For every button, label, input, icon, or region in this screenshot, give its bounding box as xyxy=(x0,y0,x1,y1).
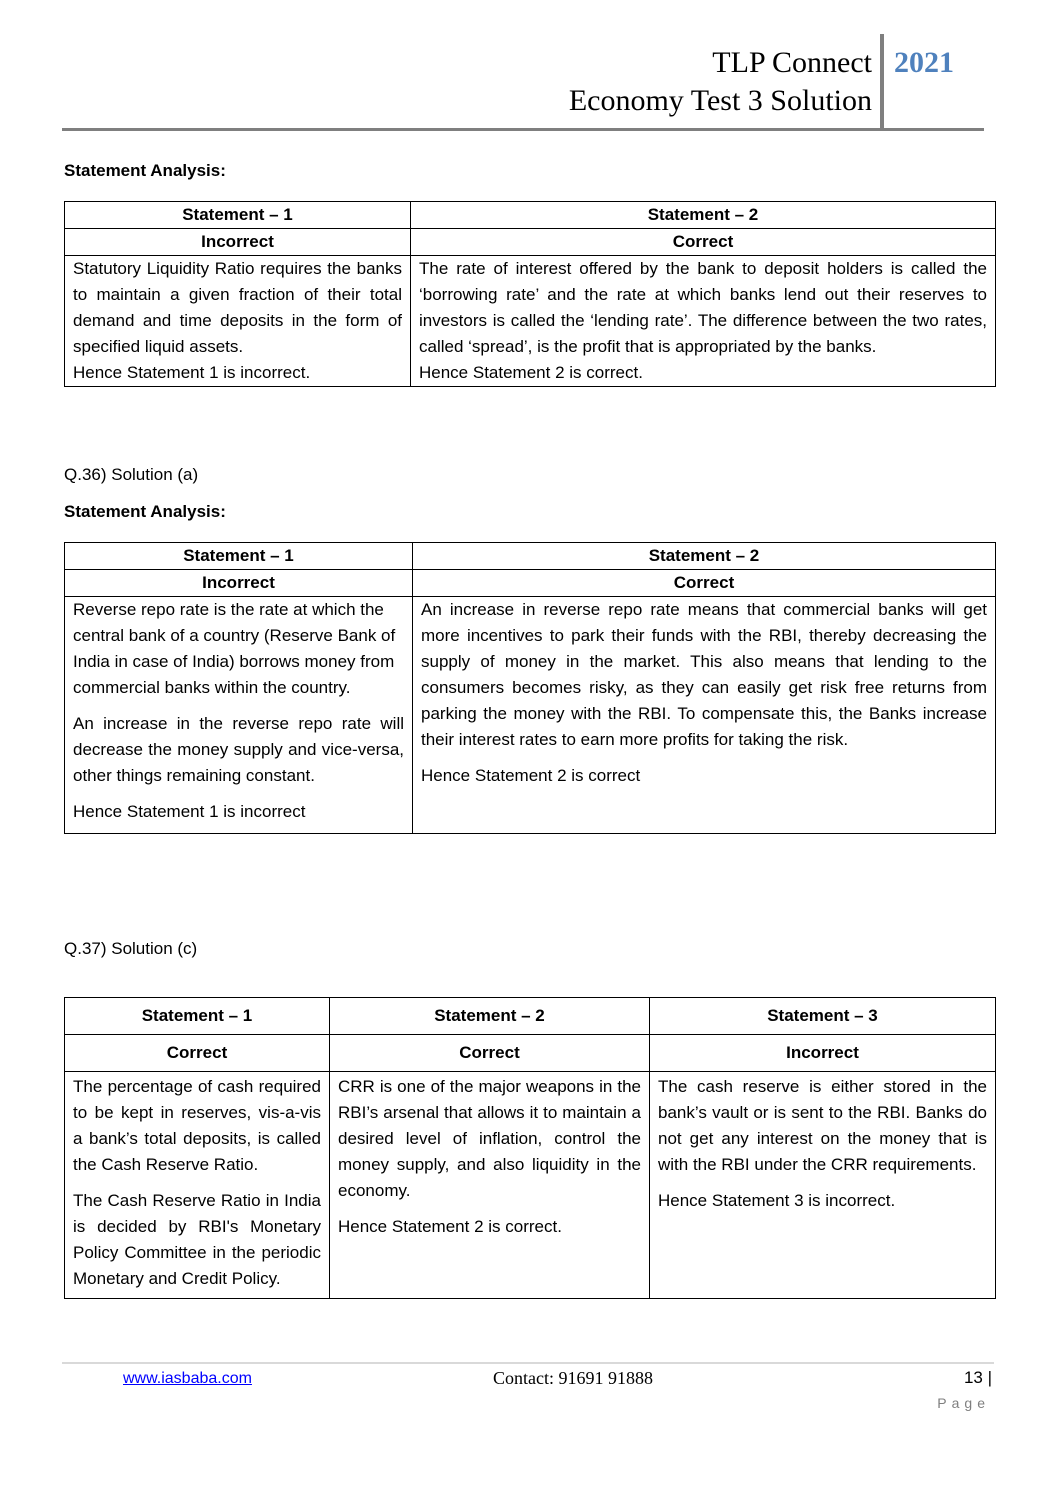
table-header-row xyxy=(65,202,996,229)
statement-table-q37 xyxy=(64,997,996,1299)
cell-paragraph: Hence Statement 2 is correct xyxy=(421,766,641,785)
cell-paragraph: Hence Statement 3 is incorrect. xyxy=(658,1191,896,1210)
table-verdict-row xyxy=(65,229,996,256)
table-cell xyxy=(413,597,996,834)
cell-paragraph: The Cash Reserve Ratio in India is decided by RBI's Monetary Policy Committee in the periodic Monetary and Credit Policy. xyxy=(73,1191,321,1288)
statement-table-q35 xyxy=(64,201,996,387)
cell-paragraph: Hence Statement 2 is correct. xyxy=(338,1217,562,1236)
cell-paragraph: The rate of interest offered by the bank to deposit holders is called the ‘borrowing rate’ and the rate at which banks lend out their reserves to investors is called the ‘lending rate’. The difference between the two rates, called ‘spread’, is the profit that is appropriated by the banks. xyxy=(419,259,987,356)
table-header-cell: Statement – 1 xyxy=(65,543,413,570)
section-heading: Statement Analysis: xyxy=(64,161,226,180)
header-year: 2021 xyxy=(894,46,954,79)
verdict-cell: Incorrect xyxy=(650,1035,996,1072)
table-header-cell: Statement – 2 xyxy=(411,202,996,229)
verdict-cell: Correct xyxy=(65,1035,330,1072)
cell-paragraph: Hence Statement 2 is correct. xyxy=(419,363,643,382)
table-verdict-row xyxy=(65,1035,996,1072)
cell-paragraph: Hence Statement 1 is incorrect xyxy=(73,802,306,821)
header-title-line2: Economy Test 3 Solution xyxy=(568,84,872,117)
cell-paragraph: Reverse repo rate is the rate at which the central bank of a country (Reserve Bank of India in case of India) borrows money from commercial banks within the country. xyxy=(73,600,396,697)
question-title: Q.37) Solution (c) xyxy=(64,939,198,958)
table-verdict-row xyxy=(65,570,996,597)
cell-paragraph: The percentage of cash required to be kept in reserves, vis-a-vis a bank’s total deposits, is called the Cash Reserve Ratio. xyxy=(73,1077,321,1174)
website-link[interactable]: www.iasbaba.com xyxy=(123,1370,252,1387)
table-row xyxy=(65,256,996,387)
page-header xyxy=(62,34,984,132)
cell-paragraph: CRR is one of the major weapons in the RBI’s arsenal that allows it to maintain a desired level of inflation, control the money supply, and also liquidity in the economy. xyxy=(338,1077,641,1200)
table-header-cell: Statement – 1 xyxy=(65,998,330,1035)
question-title: Q.36) Solution (a) xyxy=(64,465,199,484)
cell-paragraph: Hence Statement 1 is incorrect. xyxy=(73,363,311,382)
cell-paragraph: An increase in reverse repo rate means that commercial banks will get more incentives to park their funds with the RBI, thereby decreasing the supply of money in the market. This also means that lending to the consumers becomes risky, as they can easily get risk free returns from parking the money with the RBI. To compensate this, the Banks increase their interest rates to earn more profits for taking the risk. xyxy=(421,600,987,749)
section-heading: Statement Analysis: xyxy=(64,502,226,521)
table-header-cell: Statement – 1 xyxy=(65,202,411,229)
table-header-row xyxy=(65,998,996,1035)
verdict-cell: Incorrect xyxy=(65,570,413,597)
header-horizontal-rule xyxy=(62,128,984,131)
cell-paragraph: Statutory Liquidity Ratio requires the banks to maintain a given fraction of their total demand and time deposits in the form of specified liquid assets. xyxy=(73,259,402,356)
verdict-cell: Incorrect xyxy=(65,229,411,256)
footer-rule xyxy=(62,1362,994,1364)
table-header-cell: Statement – 2 xyxy=(330,998,650,1035)
header-title-line1: TLP Connect xyxy=(712,46,872,79)
page-label: Page xyxy=(937,1395,990,1411)
statement-table-q36 xyxy=(64,542,996,834)
verdict-cell: Correct xyxy=(413,570,996,597)
table-cell xyxy=(65,256,411,387)
table-row xyxy=(65,1072,996,1299)
table-row xyxy=(65,597,996,834)
table-header-cell: Statement – 2 xyxy=(413,543,996,570)
table-cell xyxy=(411,256,996,387)
page-number: 13 | xyxy=(963,1368,992,1387)
cell-paragraph: An increase in the reverse repo rate will decrease the money supply and vice-versa, other things remaining constant. xyxy=(73,714,404,785)
table-header-row xyxy=(65,543,996,570)
table-cell xyxy=(65,1072,330,1299)
header-title xyxy=(569,44,872,120)
table-cell xyxy=(65,597,413,834)
table-cell xyxy=(330,1072,650,1299)
cell-paragraph: The cash reserve is either stored in the bank’s vault or is sent to the RBI. Banks do not get any interest on the money that is with the RBI under the CRR requirements. xyxy=(658,1077,987,1174)
verdict-cell: Correct xyxy=(330,1035,650,1072)
table-header-cell: Statement – 3 xyxy=(650,998,996,1035)
table-cell xyxy=(650,1072,996,1299)
footer-contact: Contact: 91691 91888 xyxy=(493,1368,653,1388)
header-vertical-divider xyxy=(880,34,884,130)
verdict-cell: Correct xyxy=(411,229,996,256)
